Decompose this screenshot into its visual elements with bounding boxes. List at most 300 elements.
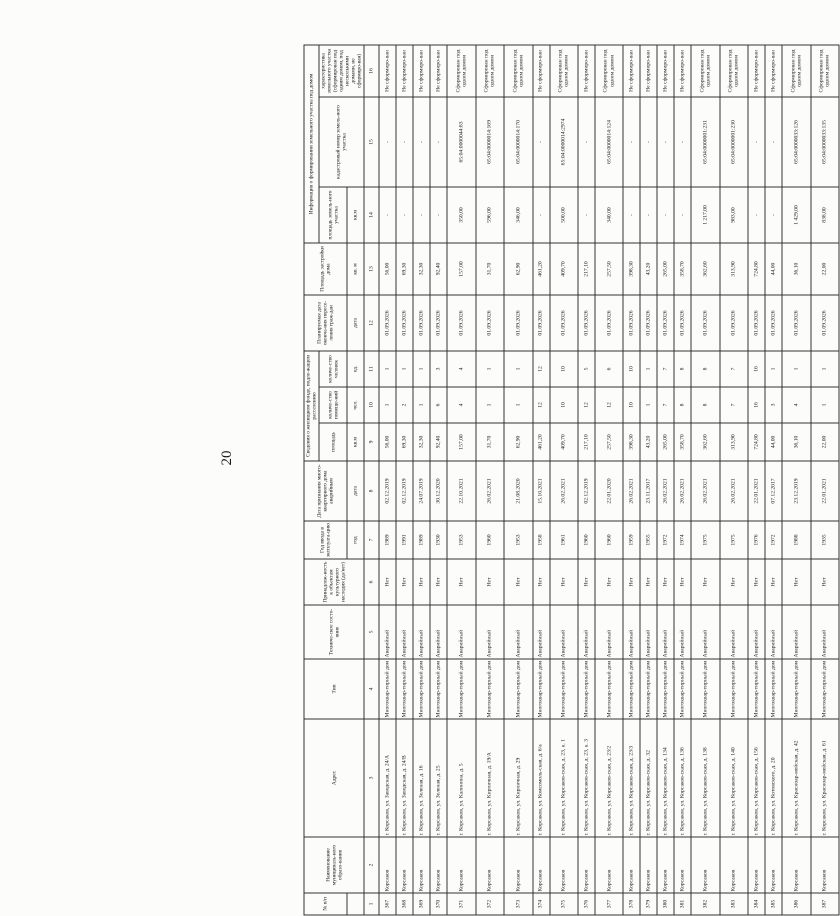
land-area-cell: 983,00 [720, 187, 748, 243]
table-row [811, 45, 840, 915]
cadastral-number-cell: 65:04:0000033:135 [811, 97, 840, 187]
header-living-space-group: Сведения о жилищном фонде, подле-жащем расселению [304, 351, 319, 461]
built-area-cell: 313,90 [720, 243, 748, 295]
heritage-cell: Нет [430, 559, 447, 605]
heritage-cell: Нет [533, 559, 550, 605]
address-cell: г. Корсаков, ул. Корсаков-ская, д. 23/2 [595, 719, 623, 837]
address-cell: г. Корсаков, ул. Корсаков-ская, д. 138 [691, 719, 719, 837]
emergency-date-cell: 22.10.2021 [447, 461, 475, 521]
header-built-area: Площадь застройки дома [304, 243, 347, 295]
planned-date-cell: 01.09.2026 [720, 295, 748, 351]
built-area-cell: 265,00 [657, 243, 674, 295]
table-row [595, 45, 623, 915]
address-cell: г. Корсаков, ул. Корсаков-ская, д. 23, к. 3 [578, 719, 595, 837]
rooms-count-cell: 1 [396, 351, 413, 387]
planned-date-cell: 01.09.2026 [550, 295, 578, 351]
people-count-cell: 1 [640, 387, 657, 423]
planned-date-cell: 01.09.2026 [657, 295, 674, 351]
address-cell: г. Корсаков, ул. Кирпичная, д. 19/А [476, 719, 504, 837]
type-cell: Многоквар-тирный дом [379, 659, 396, 719]
people-count-cell: 12 [578, 387, 595, 423]
rooms-count-cell: 1 [782, 351, 810, 387]
year-built-cell: 1935 [811, 521, 840, 559]
rooms-count-cell: 3 [430, 351, 447, 387]
land-characteristic-cell: Не сформиро-ван [396, 45, 413, 97]
emergency-date-cell: 02.12.2019 [379, 461, 396, 521]
cadastral-number-cell: 65:04:0000001:231 [691, 97, 719, 187]
heritage-cell: Нет [657, 559, 674, 605]
built-area-cell: 32,30 [413, 243, 430, 295]
column-number: 8 [364, 461, 379, 521]
land-area-cell: 350,00 [447, 187, 475, 243]
table-row [430, 45, 447, 915]
land-area-cell: 500,00 [550, 187, 578, 243]
built-area-cell: 217,10 [578, 243, 595, 295]
emergency-date-cell: 15.10.2021 [533, 461, 550, 521]
built-area-cell: 69,30 [396, 243, 413, 295]
heritage-cell: Нет [550, 559, 578, 605]
type-cell: Многоквар-тирный дом [657, 659, 674, 719]
people-count-cell: 1 [413, 387, 430, 423]
people-count-cell: 1 [811, 387, 840, 423]
type-cell: Многоквар-тирный дом [765, 659, 782, 719]
heritage-cell: Нет [595, 559, 623, 605]
tech-state-cell: Аварийный [396, 605, 413, 659]
living-area-cell: 56,00 [379, 423, 396, 461]
built-area-cell: 461,20 [533, 243, 550, 295]
built-area-cell: 358,70 [674, 243, 691, 295]
planned-date-cell: 01.09.2026 [578, 295, 595, 351]
municipality-cell: Корсаков [691, 837, 719, 893]
people-count-cell: 10 [550, 387, 578, 423]
cadastral-number-cell: - [413, 97, 430, 187]
built-area-cell: 31,70 [476, 243, 504, 295]
cadastral-number-cell: - [765, 97, 782, 187]
heritage-cell: Нет [396, 559, 413, 605]
cadastral-number-cell: - [430, 97, 447, 187]
land-area-cell: 340,00 [595, 187, 623, 243]
emergency-date-cell: 30.12.2020 [430, 461, 447, 521]
land-characteristic-cell: Не сформиро-ван [765, 45, 782, 97]
land-area-cell: 346,00 [504, 187, 532, 243]
land-area-cell: - [765, 187, 782, 243]
unit-area: кв.м [347, 423, 364, 461]
column-number: 3 [364, 719, 379, 837]
planned-date-cell: 01.09.2026 [413, 295, 430, 351]
tech-state-cell: Аварийный [657, 605, 674, 659]
address-cell: г. Корсаков, ул. Заводская, д. 24/В [396, 719, 413, 837]
cadastral-number-cell: - [657, 97, 674, 187]
heritage-cell: Нет [476, 559, 504, 605]
table-row [782, 45, 810, 915]
column-number: 5 [364, 605, 379, 659]
table-row [765, 45, 782, 915]
land-characteristic-cell: Сформирован под одним домом [504, 45, 532, 97]
emergency-date-cell: 26.02.2021 [674, 461, 691, 521]
address-cell: г. Корсаков, ул. Корсаков-ская, д. 156 [748, 719, 765, 837]
table-row [533, 45, 550, 915]
living-area-cell: 44,00 [765, 423, 782, 461]
cadastral-number-cell: 65:04:0000044:83 [447, 97, 475, 187]
planned-date-cell: 01.09.2026 [533, 295, 550, 351]
column-number: 1 [364, 893, 379, 915]
land-characteristic-cell: Сформирован под одним домом [595, 45, 623, 97]
cadastral-number-cell: - [674, 97, 691, 187]
planned-date-cell: 01.09.2026 [379, 295, 396, 351]
planned-date-cell: 01.09.2026 [782, 295, 810, 351]
type-cell: Многоквар-тирный дом [413, 659, 430, 719]
year-built-cell: 1972 [657, 521, 674, 559]
table-row [578, 45, 595, 915]
column-number: 15 [364, 97, 379, 187]
year-built-cell: 1988 [782, 521, 810, 559]
built-area-cell: 157,00 [447, 243, 475, 295]
rooms-count-cell: 6 [595, 351, 623, 387]
land-characteristic-cell: Не сформиро-ван [413, 45, 430, 97]
column-number: 9 [364, 423, 379, 461]
column-number: 4 [364, 659, 379, 719]
address-cell: г. Корсаков, ул. Зеленая, д. 16 [413, 719, 430, 837]
row-number: 371 [447, 893, 475, 915]
header-num-unit [347, 893, 364, 915]
living-area-cell: 22,00 [811, 423, 840, 461]
municipality-cell: Корсаков [811, 837, 840, 893]
header-land-group: Информация о формировании земельного участка под домом [304, 45, 319, 243]
row-number: 375 [550, 893, 578, 915]
land-area-cell: - [748, 187, 765, 243]
rooms-count-cell: 7 [657, 351, 674, 387]
cadastral-number-cell: 65:04:0000033:126 [782, 97, 810, 187]
built-area-cell: 36,10 [782, 243, 810, 295]
row-number: 377 [595, 893, 623, 915]
living-area-cell: 409,70 [550, 423, 578, 461]
address-cell: г. Корсаков, ул. Кирпичная, д. 29 [504, 719, 532, 837]
land-characteristic-cell: Сформирован под одним домом [720, 45, 748, 97]
people-count-cell: 1 [504, 387, 532, 423]
planned-date-cell: 01.09.2026 [396, 295, 413, 351]
land-area-cell: - [413, 187, 430, 243]
municipality-cell: Корсаков [765, 837, 782, 893]
municipality-cell: Корсаков [578, 837, 595, 893]
unit-rooms: ед. [347, 351, 364, 387]
year-built-cell: 1991 [396, 521, 413, 559]
land-characteristic-cell: Не сформиро-ван [748, 45, 765, 97]
table-row [476, 45, 504, 915]
row-number: 376 [578, 893, 595, 915]
land-characteristic-cell: Сформирован под одним домом [691, 45, 719, 97]
built-area-cell: 22,00 [811, 243, 840, 295]
table-row [623, 45, 640, 915]
living-area-cell: 398,30 [623, 423, 640, 461]
type-cell: Многоквар-тирный дом [504, 659, 532, 719]
municipality-cell: Корсаков [430, 837, 447, 893]
living-area-cell: 92,40 [430, 423, 447, 461]
land-area-cell: - [640, 187, 657, 243]
type-cell: Многоквар-тирный дом [811, 659, 840, 719]
tech-state-cell: Аварийный [640, 605, 657, 659]
tech-state-cell: Аварийный [504, 605, 532, 659]
cadastral-number-cell: - [623, 97, 640, 187]
year-built-cell: 1959 [623, 521, 640, 559]
land-area-cell: - [396, 187, 413, 243]
municipality-cell: Корсаков [640, 837, 657, 893]
land-area-cell: - [623, 187, 640, 243]
living-area-cell: 157,00 [447, 423, 475, 461]
column-number: 11 [364, 351, 379, 387]
address-cell: г. Корсаков, ул. Заводская, д. 24/А [379, 719, 396, 837]
year-built-cell: 1972 [765, 521, 782, 559]
people-count-cell: 4 [782, 387, 810, 423]
cadastral-number-cell: - [640, 97, 657, 187]
year-built-cell: 1989 [379, 521, 396, 559]
address-cell: г. Корсаков, ул. Комсомоль-ская, д. 6/а [533, 719, 550, 837]
living-area-cell: 358,70 [674, 423, 691, 461]
type-cell: Многоквар-тирный дом [476, 659, 504, 719]
emergency-date-cell: 02.12.2019 [396, 461, 413, 521]
tech-state-cell: Аварийный [674, 605, 691, 659]
municipality-cell: Корсаков [623, 837, 640, 893]
heritage-cell: Нет [674, 559, 691, 605]
land-characteristic-cell: Не сформиро-ван [578, 45, 595, 97]
living-area-cell: 461,20 [533, 423, 550, 461]
emergency-date-cell: 22.01.2021 [748, 461, 765, 521]
land-area-cell: - [379, 187, 396, 243]
heritage-cell: Нет [640, 559, 657, 605]
address-cell: г. Корсаков, ул. Корсаков-ская, д. 23, к. 1 [550, 719, 578, 837]
type-cell: Многоквар-тирный дом [430, 659, 447, 719]
header-land-area: площадь земель-ного участка [319, 187, 347, 243]
row-number: 386 [782, 893, 810, 915]
planned-date-cell: 01.09.2026 [504, 295, 532, 351]
heritage-cell: Нет [691, 559, 719, 605]
tech-state-cell: Аварийный [691, 605, 719, 659]
planned-date-cell: 01.09.2026 [447, 295, 475, 351]
land-area-cell: 596,00 [476, 187, 504, 243]
built-area-cell: 43,20 [640, 243, 657, 295]
type-cell: Многоквар-тирный дом [623, 659, 640, 719]
cadastral-number-cell: - [578, 97, 595, 187]
unit-people: чел. [347, 387, 364, 423]
rooms-count-cell: 5 [578, 351, 595, 387]
cadastral-number-cell: 65:04:0000014:170 [504, 97, 532, 187]
column-number: 12 [364, 295, 379, 351]
land-area-cell: 838,00 [811, 187, 840, 243]
row-number: 383 [720, 893, 748, 915]
unit-year: год [347, 521, 364, 559]
built-area-cell: 62,90 [504, 243, 532, 295]
planned-date-cell: 01.09.2026 [476, 295, 504, 351]
rooms-count-cell: 1 [379, 351, 396, 387]
header-type: Тип [304, 659, 364, 719]
cadastral-number-cell: - [748, 97, 765, 187]
rotated-table-wrapper [305, 46, 831, 916]
tech-state-cell: Аварийный [623, 605, 640, 659]
unit-land-area: кв.м [347, 187, 364, 243]
municipality-cell: Корсаков [533, 837, 550, 893]
land-area-cell: - [430, 187, 447, 243]
municipality-cell: Корсаков [504, 837, 532, 893]
unit-planned-date: дата [347, 295, 364, 351]
table-row [640, 45, 657, 915]
heritage-cell: Нет [447, 559, 475, 605]
row-number: 382 [691, 893, 719, 915]
living-area-cell: 265,00 [657, 423, 674, 461]
emergency-date-cell: 24.07.2019 [413, 461, 430, 521]
unit-built-area: кв. м [347, 243, 364, 295]
tech-state-cell: Аварийный [413, 605, 430, 659]
planned-date-cell: 01.09.2026 [640, 295, 657, 351]
unit-date: дата [347, 461, 364, 521]
land-characteristic-cell: Не сформиро-ван [674, 45, 691, 97]
year-built-cell: 1960 [476, 521, 504, 559]
living-area-cell: 217,10 [578, 423, 595, 461]
municipality-cell: Корсаков [396, 837, 413, 893]
rooms-count-cell: 1 [811, 351, 840, 387]
table-row [674, 45, 691, 915]
type-cell: Многоквар-тирный дом [691, 659, 719, 719]
row-number: 368 [396, 893, 413, 915]
people-count-cell: 16 [748, 387, 765, 423]
table-header [304, 45, 364, 915]
rooms-count-cell: 16 [748, 351, 765, 387]
people-count-cell: 7 [657, 387, 674, 423]
tech-state-cell: Аварийный [447, 605, 475, 659]
year-built-cell: 1930 [430, 521, 447, 559]
column-number: 2 [364, 837, 379, 893]
table-row [413, 45, 430, 915]
built-area-cell: 56,00 [379, 243, 396, 295]
planned-date-cell: 01.09.2026 [595, 295, 623, 351]
year-built-cell: 1953 [504, 521, 532, 559]
heritage-cell: Нет [413, 559, 430, 605]
land-characteristic-cell: Не сформиро-ван [379, 45, 396, 97]
land-characteristic-cell: Сформирован под одним домом [476, 45, 504, 97]
rooms-count-cell: 1 [476, 351, 504, 387]
header-tech-state: Техниче-ское состо-яние [304, 605, 364, 659]
year-built-cell: 1953 [447, 521, 475, 559]
column-number: 13 [364, 243, 379, 295]
column-number: 10 [364, 387, 379, 423]
table-container [304, 46, 831, 916]
municipality-cell: Корсаков [674, 837, 691, 893]
year-built-cell: 1976 [748, 521, 765, 559]
tech-state-cell: Аварийный [430, 605, 447, 659]
cadastral-number-cell: 65:04:0000001:230 [720, 97, 748, 187]
municipality-cell: Корсаков [476, 837, 504, 893]
year-built-cell: 1975 [720, 521, 748, 559]
year-built-cell: 1955 [640, 521, 657, 559]
year-built-cell: 1960 [578, 521, 595, 559]
rooms-count-cell: 8 [674, 351, 691, 387]
row-number: 384 [748, 893, 765, 915]
people-count-cell: 3 [765, 387, 782, 423]
municipality-cell: Корсаков [782, 837, 810, 893]
emergency-date-cell: 22.01.2021 [811, 461, 840, 521]
column-number: 16 [364, 45, 379, 97]
living-area-cell: 69,30 [396, 423, 413, 461]
tech-state-cell: Аварийный [578, 605, 595, 659]
rooms-count-cell: 10 [550, 351, 578, 387]
tech-state-cell: Аварийный [379, 605, 396, 659]
housing-register-table [304, 44, 840, 915]
header-people: количе-ство человек [319, 351, 347, 387]
living-area-cell: 62,90 [504, 423, 532, 461]
people-count-cell: 7 [720, 387, 748, 423]
built-area-cell: 92,40 [430, 243, 447, 295]
address-cell: г. Корсаков, ул. Корсаков-ская, д. 23/3 [623, 719, 640, 837]
heritage-cell: Нет [748, 559, 765, 605]
land-characteristic-cell: Сформирован под одним домом [811, 45, 840, 97]
municipality-cell: Корсаков [379, 837, 396, 893]
header-num: № п/п [304, 893, 347, 915]
emergency-date-cell: 22.01.2020 [595, 461, 623, 521]
tech-state-cell: Аварийный [533, 605, 550, 659]
table-row [550, 45, 578, 915]
heritage-cell: Нет [720, 559, 748, 605]
living-area-cell: 43,20 [640, 423, 657, 461]
year-built-cell: 1960 [595, 521, 623, 559]
table-row [691, 45, 719, 915]
table-row [447, 45, 475, 915]
address-cell: г. Корсаков, ул. Зеленая, д. 25 [430, 719, 447, 837]
header-area: площадь [319, 423, 347, 461]
address-cell: г. Корсаков, ул. Котовского, д. 20 [765, 719, 782, 837]
year-built-cell: 1975 [691, 521, 719, 559]
row-number: 379 [640, 893, 657, 915]
built-area-cell: 409,70 [550, 243, 578, 295]
address-cell: г. Корсаков, ул. Красноар-мейская, д. 42 [782, 719, 810, 837]
type-cell: Многоквар-тирный дом [533, 659, 550, 719]
land-area-cell: - [674, 187, 691, 243]
header-rooms: количе-ство помеще-ний [319, 387, 347, 423]
living-area-cell: 724,80 [748, 423, 765, 461]
tech-state-cell: Аварийный [811, 605, 840, 659]
row-number: 378 [623, 893, 640, 915]
table-row [396, 45, 413, 915]
rooms-count-cell: 7 [720, 351, 748, 387]
municipality-cell: Корсаков [413, 837, 430, 893]
column-number: 7 [364, 521, 379, 559]
table-body [364, 45, 839, 915]
tech-state-cell: Аварийный [748, 605, 765, 659]
row-number: 380 [657, 893, 674, 915]
people-count-cell: 6 [430, 387, 447, 423]
type-cell: Многоквар-тирный дом [550, 659, 578, 719]
heritage-cell: Нет [623, 559, 640, 605]
planned-date-cell: 01.09.2026 [765, 295, 782, 351]
type-cell: Многоквар-тирный дом [578, 659, 595, 719]
type-cell: Многоквар-тирный дом [748, 659, 765, 719]
emergency-date-cell: 26.02.2021 [476, 461, 504, 521]
tech-state-cell: Аварийный [720, 605, 748, 659]
emergency-date-cell: 21.08.2020 [504, 461, 532, 521]
tech-state-cell: Аварийный [476, 605, 504, 659]
land-area-cell: 1 217,00 [691, 187, 719, 243]
land-area-cell: - [578, 187, 595, 243]
built-area-cell: 44,00 [765, 243, 782, 295]
built-area-cell: 257,50 [595, 243, 623, 295]
people-count-cell: 12 [595, 387, 623, 423]
address-cell: г. Корсаков, ул. Красноар-мейская, д. 61 [811, 719, 840, 837]
emergency-date-cell: 26.02.2021 [623, 461, 640, 521]
header-emergency-date: Дата признания много-квартирного дома аварийным [304, 461, 347, 521]
header-characteristic: характеристика земельного участка (сформирован под одним домом, под несколькими домами, не сформиро-ван) [319, 45, 364, 97]
tech-state-cell: Аварийный [765, 605, 782, 659]
row-number: 387 [811, 893, 840, 915]
heritage-cell: Нет [782, 559, 810, 605]
column-number-row [364, 45, 379, 915]
tech-state-cell: Аварийный [550, 605, 578, 659]
